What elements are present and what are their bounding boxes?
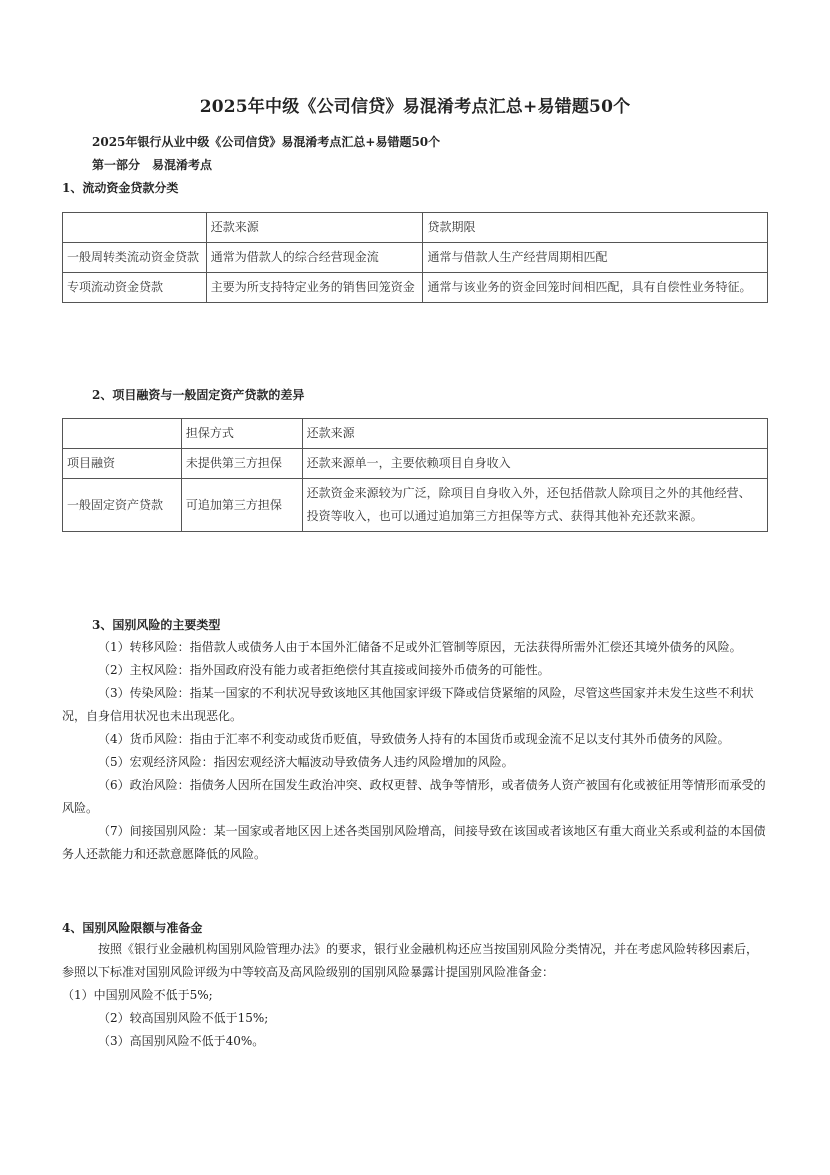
table-cell: 还款资金来源较为广泛，除项目自身收入外，还包括借款人除项目之外的其他经营、投资等收入，也可以通过追加第三方担保等方式、获得其他补充还款来源。: [302, 479, 767, 532]
table-cell: 可追加第三方担保: [181, 479, 302, 532]
section-2-heading: 2、项目融资与一般固定资产贷款的差异: [92, 388, 305, 402]
table-cell: 通常与该业务的资金回笼时间相匹配，具有自偿性业务特征。: [423, 273, 768, 303]
section-4-intro: 按照《银行业金融机构国别风险管理办法》的要求，银行业金融机构还应当按国别风险分类情况，并在考虑风险转移因素后，参照以下标准对国别风险评级为中等较高及高风险级别的国别风险暴露计提国别风险准备金：: [62, 942, 759, 979]
document-subtitle: 2025年银行从业中级《公司信贷》易混淆考点汇总+易错题50个: [92, 135, 441, 149]
table-cell: 通常与借款人生产经营周期相匹配: [423, 243, 768, 273]
table-header-cell: 贷款期限: [423, 213, 768, 243]
table-cell: 未提供第三方担保: [181, 449, 302, 479]
table-cell: 通常为借款人的综合经营现金流: [206, 243, 423, 273]
list-item: （1）转移风险：指借款人或债务人由于本国外汇储备不足或外汇管制等原因，无法获得所需外汇偿还其境外债务的风险。: [98, 640, 742, 654]
section-1-heading: 1、流动资金贷款分类: [62, 181, 179, 195]
list-item: （5）宏观经济风险：指因宏观经济大幅波动导致债务人违约风险增加的风险。: [98, 755, 514, 769]
table-header-cell: [63, 419, 182, 449]
country-risk-provision: [62, 938, 768, 1053]
part-heading: 第一部分 易混淆考点: [92, 158, 213, 172]
table-cell: 一般周转类流动资金贷款: [63, 243, 207, 273]
table-cell: 主要为所支持特定业务的销售回笼资金: [206, 273, 423, 303]
table-row: [63, 243, 768, 273]
table-row: [63, 479, 768, 532]
list-item: （2）主权风险：指外国政府没有能力或者拒绝偿付其直接或间接外币债务的可能性。: [98, 663, 550, 677]
list-item: （2）较高国别风险不低于15%;: [98, 1011, 269, 1025]
list-item: （3）传染风险：指某一国家的不利状况导致该地区其他国家评级下降或信贷紧缩的风险，尽管这些国家并未发生这些不利状况，自身信用状况也未出现恶化。: [62, 686, 754, 723]
section-3-heading: 3、国别风险的主要类型: [92, 618, 221, 632]
table-header-cell: [63, 213, 207, 243]
list-item: （4）货币风险：指由于汇率不利变动或货币贬值，导致债务人持有的本国货币或现金流不足以支付其外币债务的风险。: [98, 732, 730, 746]
list-item: （6）政治风险：指债务人因所在国发生政治冲突、政权更替、战争等情形，或者债务人资产被国有化或被征用等情形而承受的风险。: [62, 778, 766, 815]
table-header-row: [63, 419, 768, 449]
table-cell: 项目融资: [63, 449, 182, 479]
table-cell: 一般固定资产贷款: [63, 479, 182, 532]
table-row: [63, 273, 768, 303]
table-header-cell: 还款来源: [206, 213, 423, 243]
table-header-cell: 担保方式: [181, 419, 302, 449]
table-cell: 还款来源单一，主要依赖项目自身收入: [302, 449, 767, 479]
country-risk-types: [62, 636, 768, 866]
project-finance-table: [62, 418, 768, 532]
list-item: （7）间接国别风险：某一国家或者地区因上述各类国别风险增高，间接导致在该国或者该地区有重大商业关系或利益的本国债务人还款能力和还款意愿降低的风险。: [62, 824, 766, 861]
document-title: 2025年中级《公司信贷》易混淆考点汇总+易错题50个: [199, 97, 631, 117]
table-header-cell: 还款来源: [302, 419, 767, 449]
section-4-heading: 4、国别风险限额与准备金: [62, 921, 203, 935]
table-header-row: [63, 213, 768, 243]
loan-classification-table: [62, 212, 768, 303]
table-cell: 专项流动资金贷款: [63, 273, 207, 303]
table-row: [63, 449, 768, 479]
list-item: （3）高国别风险不低于40%。: [98, 1034, 265, 1048]
list-item: （1）中国别风险不低于5%;: [62, 988, 213, 1002]
